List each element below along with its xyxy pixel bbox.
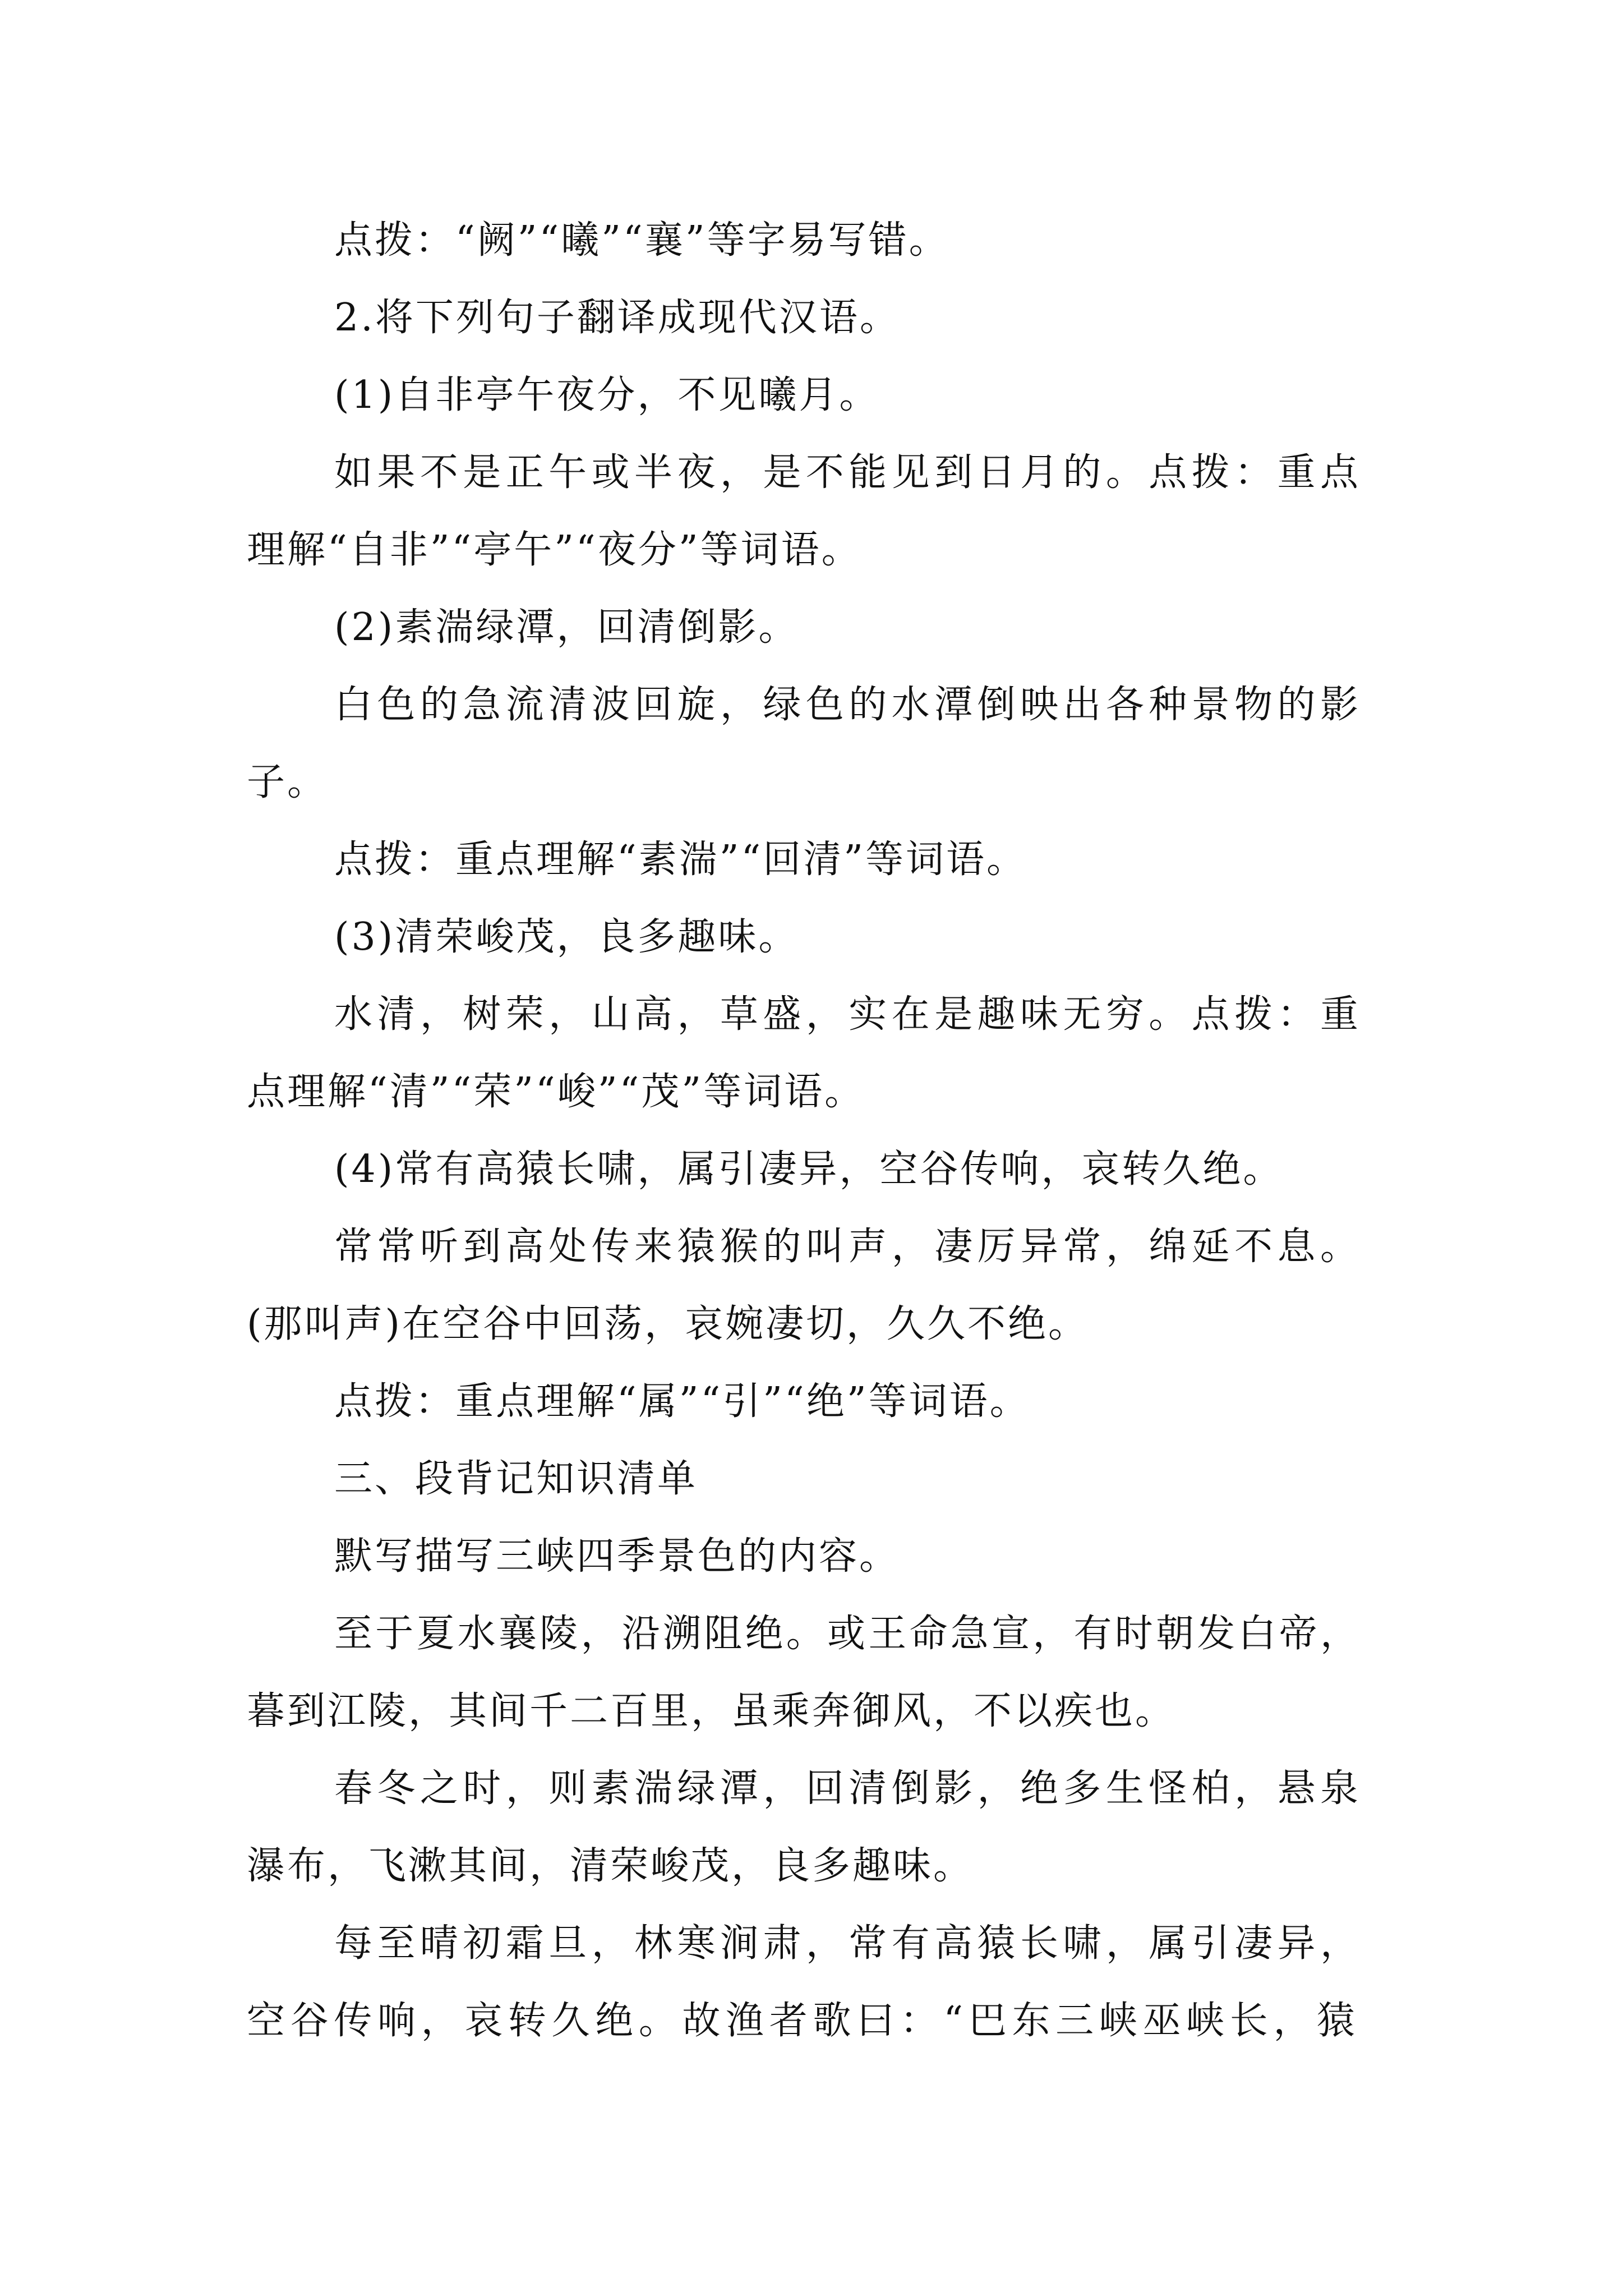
- text-line-translation-1b: 理解“自非”“亭午”“夜分”等词语。: [247, 528, 862, 572]
- text-line-question-2: 2.将下列句子翻译成现代汉语。: [334, 296, 900, 340]
- text-line-sentence-3: (3)清荣峻茂，良多趣味。: [334, 915, 799, 959]
- text-line-translation-1a: 如果不是正午或半夜，是不能见到日月的。点拨：重点: [334, 450, 1361, 495]
- text-line-sentence-4: (4)常有高猿长啸，属引凄异，空谷传响，哀转久绝。: [334, 1147, 1284, 1191]
- text-line-sentence-1: (1)自非亭午夜分，不见曦月。: [334, 373, 880, 417]
- text-line-translation-4b: (那叫声)在空谷中回荡，哀婉凄切，久久不绝。: [247, 1302, 1089, 1346]
- text-line-translation-3b: 点理解“清”“荣”“峻”“茂”等词语。: [247, 1070, 865, 1114]
- section-heading: 三、段背记知识清单: [334, 1457, 698, 1501]
- text-line-translation-2a: 白色的急流清波回旋，绿色的水潭倒映出各种景物的影: [334, 683, 1361, 727]
- text-line-summer-b: 暮到江陵，其间千二百里，虽乘奔御风，不以疾也。: [247, 1689, 1176, 1733]
- text-line-autumn-b: 空谷传响，哀转久绝。故渔者歌曰：“巴东三峡巫峡长，猿: [247, 1999, 1357, 2043]
- text-line-autumn-a: 每至晴初霜旦，林寒涧肃，常有高猿长啸，属引凄异，: [334, 1921, 1361, 1966]
- text-line-translation-4a: 常常听到高处传来猿猴的叫声，凄厉异常，绵延不息。: [334, 1225, 1361, 1269]
- text-line-instruction: 默写描写三峡四季景色的内容。: [334, 1534, 900, 1579]
- text-line-tip-4: 点拨：重点理解“属”“引”“绝”等词语。: [334, 1379, 1030, 1424]
- text-line-translation-2b: 子。: [247, 760, 328, 804]
- text-line-sentence-2: (2)素湍绿潭，回清倒影。: [334, 605, 799, 650]
- text-line-spring-a: 春冬之时，则素湍绿潭，回清倒影，绝多生怪柏，悬泉: [334, 1766, 1361, 1811]
- text-line-summer-a: 至于夏水襄陵，沿溯阻绝。或王命急宣，有时朝发白帝，: [334, 1612, 1361, 1656]
- text-line-tip-2: 点拨：重点理解“素湍”“回清”等词语。: [334, 838, 1027, 882]
- text-line-spring-b: 瀑布，飞漱其间，清荣峻茂，良多趣味。: [247, 1844, 974, 1888]
- text-line-tip-1: 点拨：“阙”“曦”“襄”等字易写错。: [334, 218, 949, 263]
- text-line-translation-3a: 水清，树荣，山高，草盛，实在是趣味无穷。点拨：重: [334, 992, 1361, 1037]
